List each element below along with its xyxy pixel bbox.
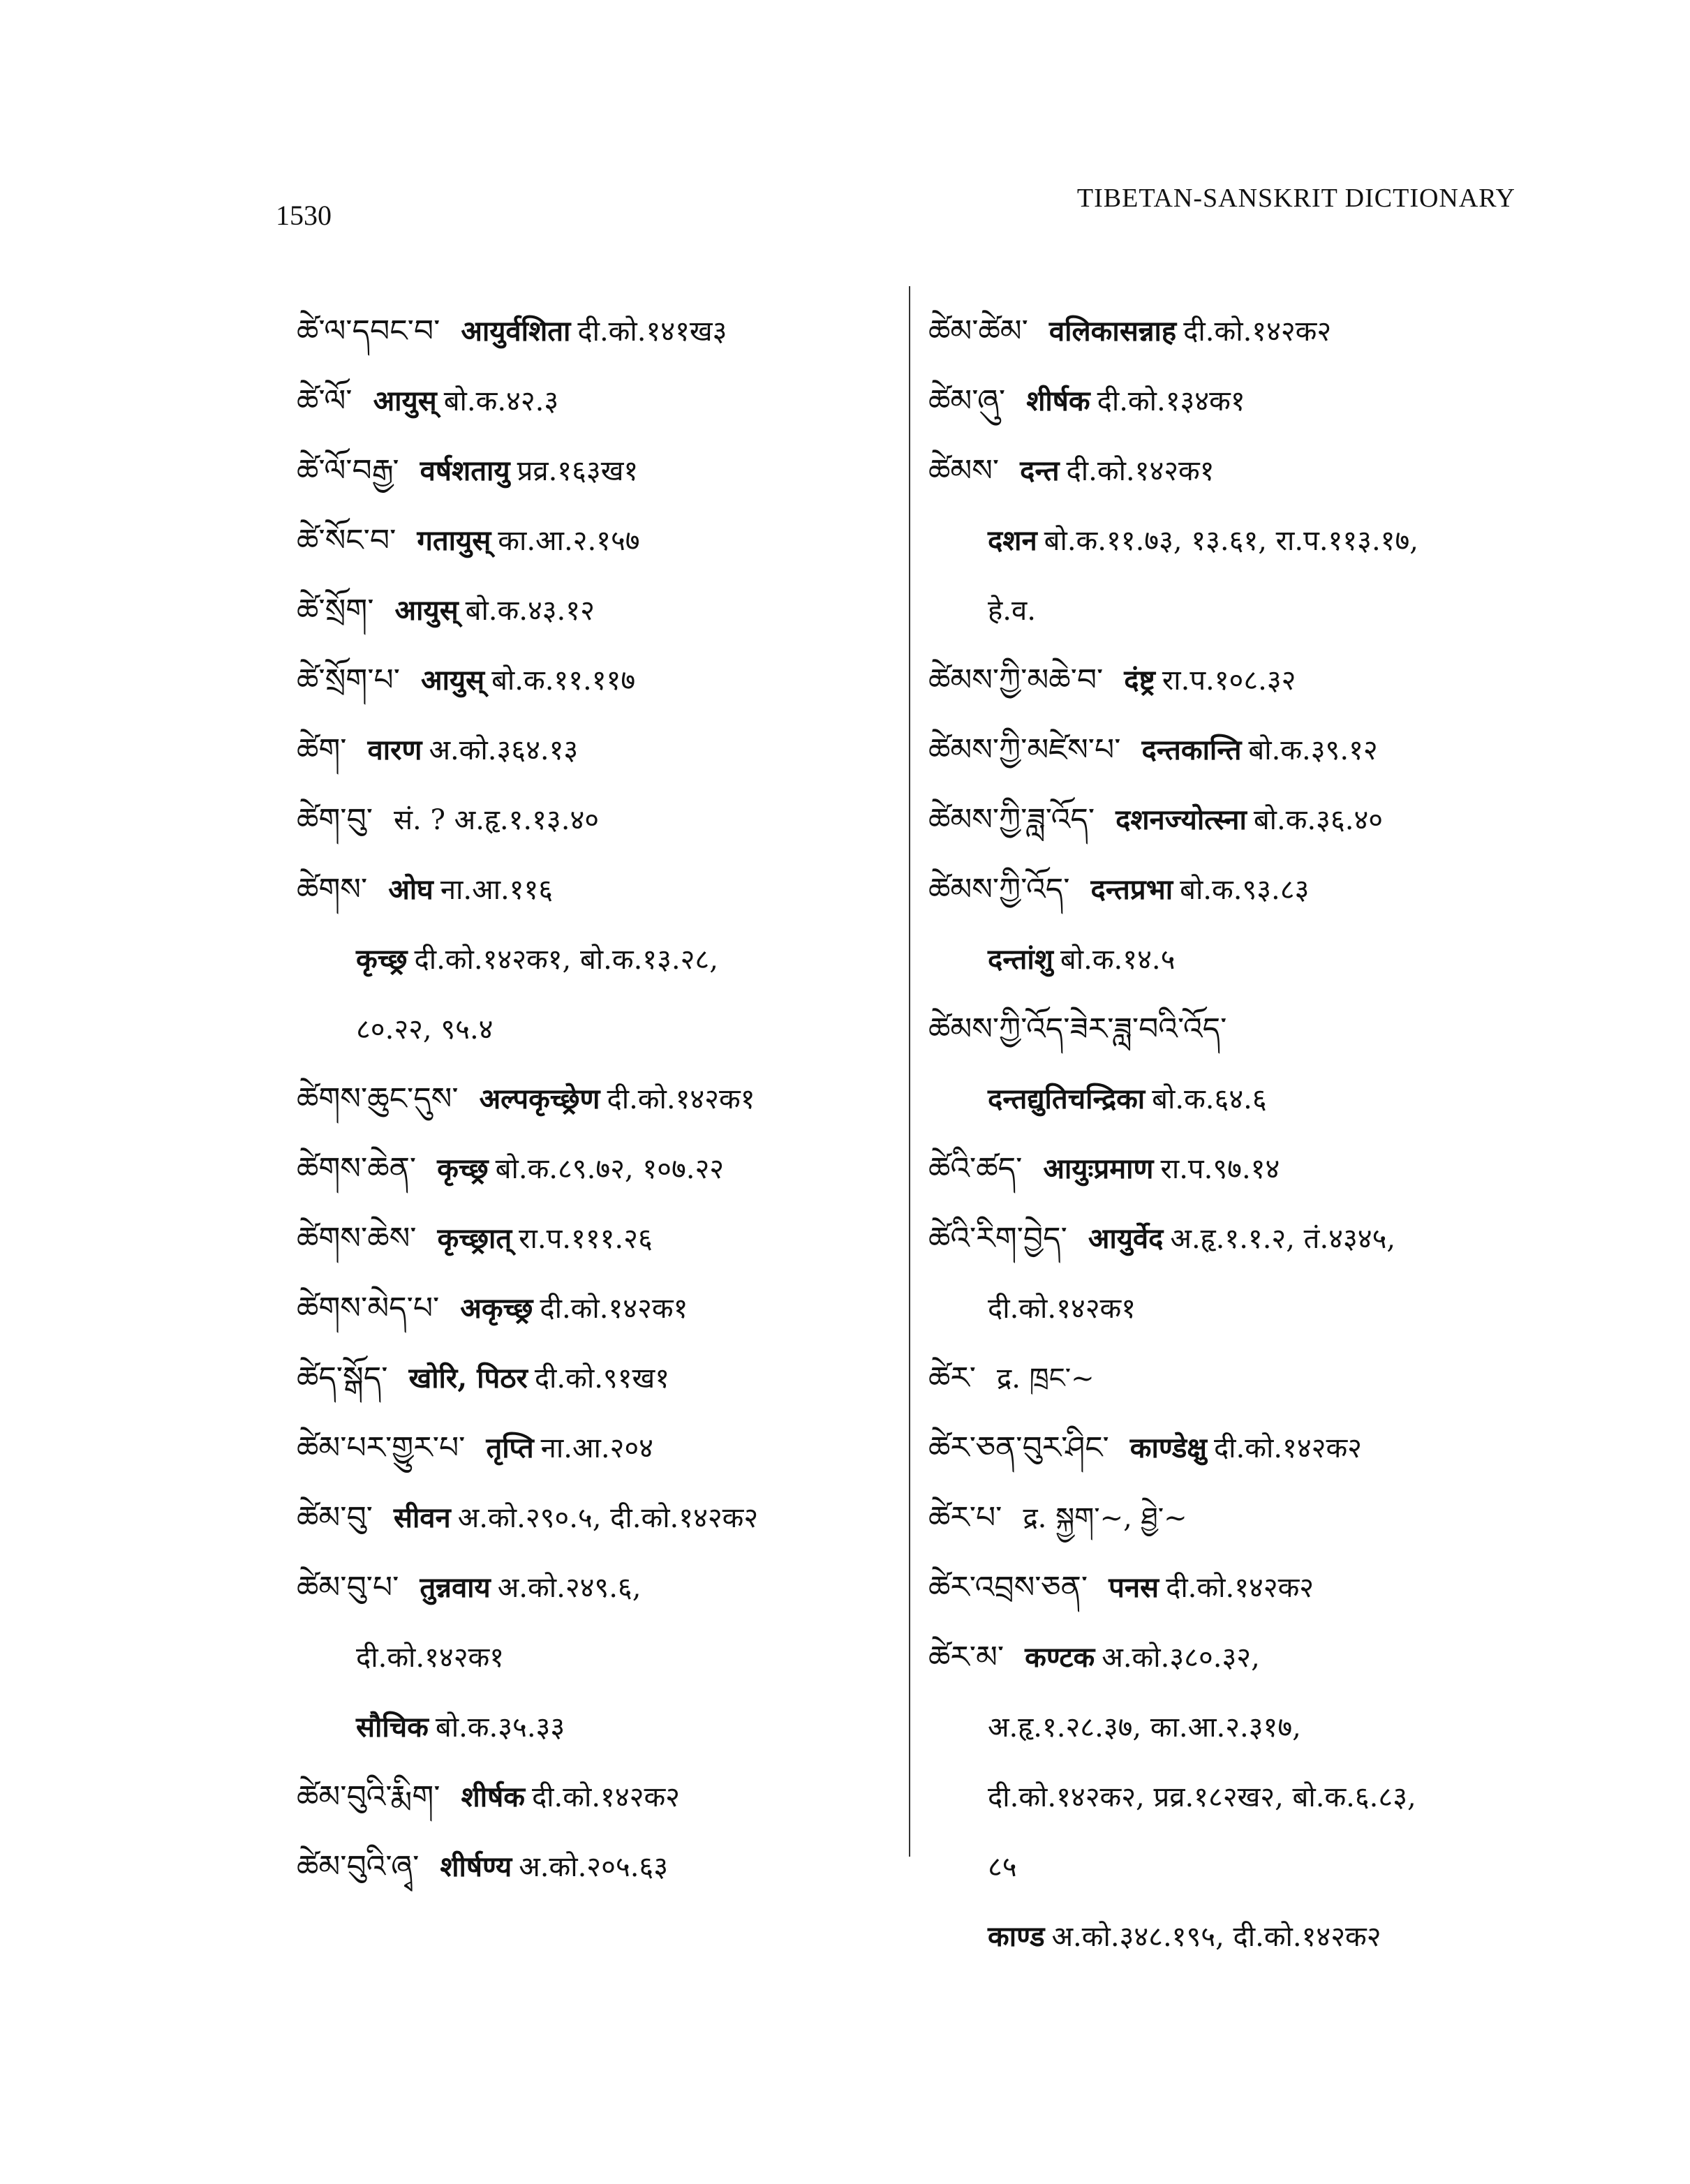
source-reference: अ.को.२४९.६, — [497, 1572, 642, 1604]
dictionary-entry — [928, 1623, 1557, 1693]
dictionary-entry — [928, 1902, 1557, 1972]
page-number: 1530 — [276, 200, 332, 231]
source-reference: बो.क.३५.३३ — [435, 1711, 565, 1744]
source-reference: अ.को.३४८.१९५, दी.को.१४२क२ — [1051, 1921, 1381, 1953]
source-reference: बो.क.४३.१२ — [465, 595, 595, 627]
sanskrit-equivalent: दन्तद्युतिचन्द्रिका — [988, 1083, 1146, 1115]
tibetan-headword: ཚེ་སྲོག་ — [297, 593, 374, 628]
dictionary-entry — [928, 855, 1557, 925]
source-reference: दी.को.१४२क१ — [607, 1083, 755, 1115]
tibetan-headword: ཚེམས་ཀྱི་འོད་ཟེར་ཟླ་བའི་འོད་ — [928, 1011, 1227, 1047]
tibetan-headword: ཚེམ་པར་གྱུར་པ་ — [297, 1430, 466, 1466]
source-reference: दी.को.१४२क२, प्रव्र.१८२ख२, बो.क.६.८३, — [988, 1781, 1416, 1813]
source-reference: दी.को.१४२क२ — [1166, 1572, 1314, 1604]
dictionary-entry — [928, 785, 1557, 855]
source-reference: बो.क.६४.६ — [1152, 1083, 1267, 1115]
sanskrit-equivalent: शीर्षक — [1026, 385, 1090, 417]
dictionary-entry — [297, 1483, 897, 1553]
source-reference: दी.को.१४१ख३ — [577, 315, 727, 348]
sanskrit-equivalent: दशन — [988, 524, 1037, 557]
dictionary-entry — [928, 1553, 1557, 1623]
tibetan-headword: ཚེམ་བུའི་རྨིག་ — [297, 1779, 440, 1815]
dictionary-entry — [297, 995, 897, 1064]
sanskrit-equivalent: आयुर्वेद — [1088, 1222, 1164, 1255]
dictionary-entry — [928, 576, 1557, 646]
tibetan-headword: ཚེར་མ་ — [928, 1640, 1005, 1675]
source-reference: अ.को.२९०.५, दी.को.१४२क२ — [457, 1502, 759, 1534]
dictionary-entry — [297, 1693, 897, 1762]
dictionary-entry — [297, 925, 897, 995]
source-reference: ८०.२२, ९५.४ — [356, 1013, 494, 1046]
tibetan-headword: ཚེམས་ཀྱི་འོད་ — [928, 872, 1070, 907]
source-reference: बो.क.९३.८३ — [1180, 874, 1310, 906]
source-reference: रा.प.९७.१४ — [1160, 1153, 1280, 1185]
sanskrit-equivalent: सीवन — [393, 1501, 451, 1534]
sanskrit-equivalent: काण्डेक्षु — [1129, 1432, 1207, 1464]
source-reference: दी.को.१४२क१, बो.क.१३.२८, — [414, 944, 718, 976]
sanskrit-equivalent: आयुःप्रमाण — [1043, 1152, 1154, 1185]
dictionary-entry — [297, 855, 897, 925]
dictionary-entry — [297, 1832, 897, 1902]
sanskrit-equivalent: आयुस् — [394, 594, 459, 627]
dictionary-entry — [297, 1413, 897, 1483]
tibetan-headword: ཚེགས་ཆེན་ — [297, 1151, 417, 1187]
dictionary-entry — [928, 1204, 1557, 1274]
dictionary-entry — [928, 297, 1557, 366]
sanskrit-equivalent: वलिकासन्नाह — [1048, 315, 1177, 348]
source-reference: दी.को.१४२क१ — [988, 1293, 1136, 1325]
source-reference: अ.को.३८०.३२, — [1102, 1642, 1260, 1674]
sanskrit-equivalent: सौचिक — [356, 1711, 429, 1744]
source-reference: दी.को.१३४क१ — [1097, 385, 1245, 417]
source-reference: दी.को.९१ख१ — [534, 1362, 670, 1395]
sanskrit-equivalent: आयुस् — [373, 385, 437, 417]
dictionary-entry — [297, 576, 897, 646]
source-reference: सं. ? अ.हृ.१.१३.४० — [394, 804, 600, 836]
sanskrit-equivalent: आयुस् — [420, 664, 485, 697]
sanskrit-equivalent: दन्तकान्ति — [1141, 734, 1242, 766]
tibetan-headword: ཚེགས་ཆུང་དུས་ — [297, 1081, 459, 1117]
sanskrit-equivalent: वर्षशतायु — [420, 454, 510, 487]
dictionary-entry — [297, 1344, 897, 1413]
dictionary-entry — [928, 1344, 1557, 1413]
tibetan-headword: ཚེག་ — [297, 732, 347, 768]
dictionary-entry — [297, 436, 897, 506]
tibetan-headword: ཚེ་ལོ་བརྒྱ་ — [297, 453, 399, 489]
dictionary-entry — [928, 995, 1557, 1064]
dictionary-entry — [297, 1762, 897, 1832]
source-reference: बो.क.११.११७ — [491, 664, 636, 697]
dictionary-entry — [297, 366, 897, 436]
source-reference: अ.हृ.१.१.२, तं.४३४५, — [1170, 1223, 1396, 1255]
tibetan-headword: ཚེར་འབྲས་ཅན་ — [928, 1570, 1088, 1605]
source-reference: बो.क.४२.३ — [443, 385, 559, 417]
sanskrit-equivalent: दन्तांशु — [988, 943, 1053, 976]
sanskrit-equivalent: दंष्ट्र — [1124, 664, 1155, 697]
source-reference: ना.आ.२०४ — [540, 1432, 653, 1464]
tibetan-headword: ཚེམས་ཀྱི་མཆེ་བ་ — [928, 662, 1104, 698]
left-column — [297, 297, 897, 1902]
tibetan-headword: ཚེམ་བུ་པ་ — [297, 1570, 399, 1605]
dictionary-entry — [928, 1413, 1557, 1483]
source-reference: बो.क.३९.१२ — [1248, 734, 1378, 766]
sanskrit-equivalent: पनस — [1109, 1571, 1159, 1604]
source-reference: बो.क.११.७३, १३.६१, रा.प.११३.१७, — [1044, 525, 1418, 557]
dictionary-entry — [928, 436, 1557, 506]
dictionary-entry — [928, 715, 1557, 785]
dictionary-entry — [928, 366, 1557, 436]
source-reference: ८५ — [988, 1851, 1017, 1883]
sanskrit-equivalent: शीर्षण्य — [440, 1850, 512, 1883]
tibetan-headword: ཚེ་སྲོག་པ་ — [297, 662, 400, 698]
source-reference: अ.को.३६४.१३ — [429, 734, 579, 766]
source-reference: दी.को.१४२क१ — [1066, 455, 1215, 487]
sanskrit-equivalent: अल्पकृच्छ्रेण — [479, 1083, 600, 1115]
sanskrit-equivalent: तुन्नवाय — [420, 1571, 491, 1604]
dictionary-entry — [297, 1553, 897, 1623]
sanskrit-equivalent: अकृच्छ्र — [460, 1292, 533, 1325]
sanskrit-equivalent: कृच्छ्रात् — [437, 1222, 512, 1255]
source-reference: द्र. སྐྱག་~, ཐྱེ་~ — [1023, 1502, 1187, 1534]
source-reference: ना.आ.११६ — [440, 874, 554, 906]
tibetan-headword: ཚེ་སོང་བ་ — [297, 523, 396, 558]
dictionary-entry — [928, 1693, 1557, 1762]
dictionary-entry — [928, 925, 1557, 995]
dictionary-entry — [928, 1762, 1557, 1832]
source-reference: दी.को.१४२क१ — [540, 1293, 688, 1325]
dictionary-entry — [928, 1134, 1557, 1204]
tibetan-headword: ཚེའི་ཚད་ — [928, 1151, 1023, 1187]
tibetan-headword: ཚེམས་ཀྱི་ཟླ་འོད་ — [928, 802, 1095, 838]
column-rule — [909, 286, 910, 1857]
sanskrit-equivalent: दन्त — [1020, 454, 1060, 487]
tibetan-headword: ཚེར་པ་ — [928, 1500, 1002, 1536]
source-reference: अ.को.२०५.६३ — [519, 1851, 669, 1883]
tibetan-headword: ཚེར་ — [928, 1360, 976, 1396]
source-reference: का.आ.२.१५७ — [498, 525, 640, 557]
right-column — [928, 297, 1557, 1972]
sanskrit-equivalent: ओघ — [388, 873, 433, 906]
source-reference: बो.क.३६.४० — [1253, 804, 1384, 836]
tibetan-headword: ཚེམ་ཚེམ་ — [928, 313, 1028, 349]
tibetan-headword: ཚེམ་བུ་ — [297, 1500, 373, 1536]
source-reference: हे.व. — [988, 595, 1036, 627]
sanskrit-equivalent: शीर्षक — [461, 1781, 525, 1813]
dictionary-entry — [928, 506, 1557, 576]
dictionary-entry — [297, 506, 897, 576]
dictionary-entry — [928, 1064, 1557, 1134]
dictionary-entry — [297, 646, 897, 715]
tibetan-headword: ཚེག་བུ་ — [297, 802, 373, 838]
tibetan-headword: ཚེ་ལ་དབང་བ་ — [297, 313, 440, 349]
dictionary-entry — [297, 785, 897, 855]
sanskrit-equivalent: काण्ड — [988, 1920, 1045, 1953]
dictionary-entry — [297, 1064, 897, 1134]
tibetan-headword: ཚེམས་ — [928, 453, 1000, 489]
sanskrit-equivalent: तृप्ति — [486, 1432, 534, 1464]
source-reference: द्र. ཁྲང་~ — [996, 1362, 1095, 1395]
running-head: TIBETAN-SANSKRIT DICTIONARY — [1076, 184, 1515, 213]
sanskrit-equivalent: गतायुस् — [417, 524, 491, 557]
dictionary-entry — [928, 1483, 1557, 1553]
tibetan-headword: ཚེམས་ཀྱི་མཛེས་པ་ — [928, 732, 1121, 768]
tibetan-headword: ཚེགས་མེད་པ་ — [297, 1291, 440, 1326]
dictionary-entry — [928, 646, 1557, 715]
dictionary-entry — [297, 1274, 897, 1344]
source-reference: अ.हृ.१.२८.३७, का.आ.२.३१७, — [988, 1711, 1301, 1744]
sanskrit-equivalent: कृच्छ्र — [437, 1152, 489, 1185]
dictionary-entry — [297, 1134, 897, 1204]
source-reference: दी.को.१४२क१ — [356, 1642, 505, 1674]
source-reference: दी.को.१४२क२ — [1183, 315, 1332, 348]
sanskrit-equivalent: दन्तप्रभा — [1090, 873, 1173, 906]
sanskrit-equivalent: वारण — [367, 734, 422, 766]
tibetan-headword: ཚེར་ཅན་བུར་ཤིང་ — [928, 1430, 1109, 1466]
sanskrit-equivalent: खोरि, पिठर — [408, 1362, 528, 1395]
tibetan-headword: ཚེམ་ཞུ་ — [928, 383, 1006, 419]
sanskrit-equivalent: दशनज्योत्स्ना — [1115, 803, 1247, 836]
sanskrit-equivalent: कण्टक — [1025, 1641, 1095, 1674]
dictionary-entry — [297, 297, 897, 366]
source-reference: बो.क.८९.७२, १०७.२२ — [495, 1153, 725, 1185]
dictionary-entry — [297, 715, 897, 785]
dictionary-entry — [297, 1204, 897, 1274]
sanskrit-equivalent: आयुर्वशिता — [461, 315, 571, 348]
source-reference: दी.को.१४२क२ — [1213, 1432, 1362, 1464]
source-reference: बो.क.१४.५ — [1060, 944, 1176, 976]
tibetan-headword: ཚེམ་བུའི་ཞྭ་ — [297, 1849, 420, 1885]
tibetan-headword: ཚེའི་རིག་བྱེད་ — [928, 1221, 1067, 1256]
tibetan-headword: ཚེགས་ཆེས་ — [297, 1221, 417, 1256]
dictionary-entry — [297, 1623, 897, 1693]
source-reference: दी.को.१४२क२ — [531, 1781, 680, 1813]
source-reference: प्रव्र.१६३ख१ — [517, 455, 639, 487]
tibetan-headword: ཚེད་སྒོད་ — [297, 1360, 388, 1396]
tibetan-headword: ཚེ་ལོ་ — [297, 383, 353, 419]
sanskrit-equivalent: कृच्छ्र — [356, 943, 408, 976]
source-reference: रा.प.१०८.३२ — [1162, 664, 1296, 697]
dictionary-entry — [928, 1274, 1557, 1344]
dictionary-entry — [928, 1832, 1557, 1902]
tibetan-headword: ཚེགས་ — [297, 872, 368, 907]
source-reference: रा.प.१११.२६ — [519, 1223, 653, 1255]
